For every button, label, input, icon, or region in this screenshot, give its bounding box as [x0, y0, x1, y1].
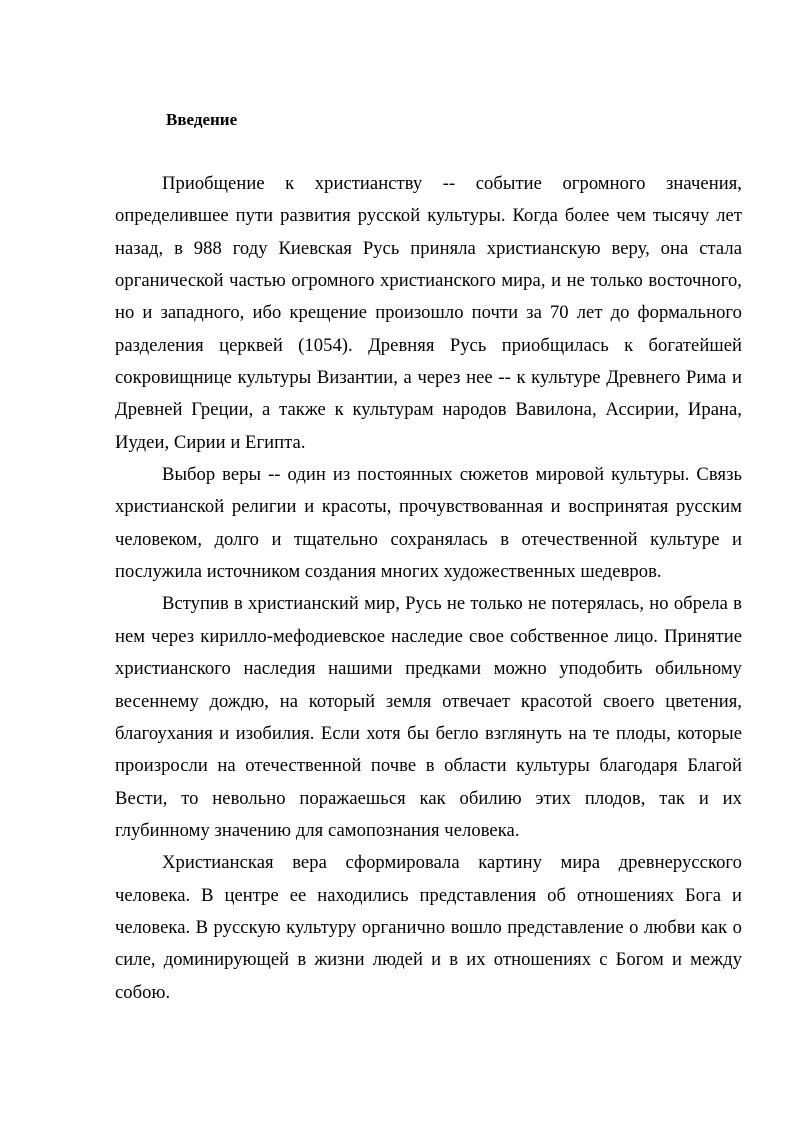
- section-heading: Введение: [166, 110, 238, 129]
- paragraph-1: Приобщение к христианству -- событие огромного значения, определившее пути развития русской культуры. Когда более чем тысячу лет назад, в 988 году Киевская Русь приняла христианскую веру, она стала органической частью огромного христианского мира, и не только восточного, но и западного, ибо крещение произошло почти за 70 лет до формального разделения церквей (1054). Древняя Русь приобщилась к богатейшей сокровищнице культуры Византии, а через нее -- к культуре Древнего Рима и Древней Греции, а также к культурам народов Вавилона, Ассирии, Ирана, Иудеи, Сирии и Египта.: [115, 173, 742, 453]
- body-text: [115, 168, 742, 1009]
- paragraph-4: Христианская вера сформировала картину мира древнерусского человека. В центре ее находились представления об отношениях Бога и человека. В русскую культуру органично вошло представление о любви как о силе, доминирующей в жизни людей и в их отношениях с Богом и между собою.: [115, 852, 742, 1003]
- paragraph-2: Выбор веры -- один из постоянных сюжетов мировой культуры. Связь христианской религии и красоты, прочувствованная и воспринятая русским человеком, долго и тщательно сохранялась в отечественной культуре и послужила источником создания многих художественных шедевров.: [115, 464, 742, 583]
- paragraph-3: Вступив в христианский мир, Русь не только не потерялась, но обрела в нем через кирилло-мефодиевское наследие свое собственное лицо. Принятие христианского наследия нашими предками можно уподобить обильному весеннему дождю, на который земля отвечает красотой своего цветения, благоухания и изобилия. Если хотя бы бегло взглянуть на те плоды, которые произросли на отечественной почве в области культуры благодаря Благой Вести, то невольно поражаешься как обилию этих плодов, так и их глубинному значению для самопознания человека.: [115, 593, 742, 841]
